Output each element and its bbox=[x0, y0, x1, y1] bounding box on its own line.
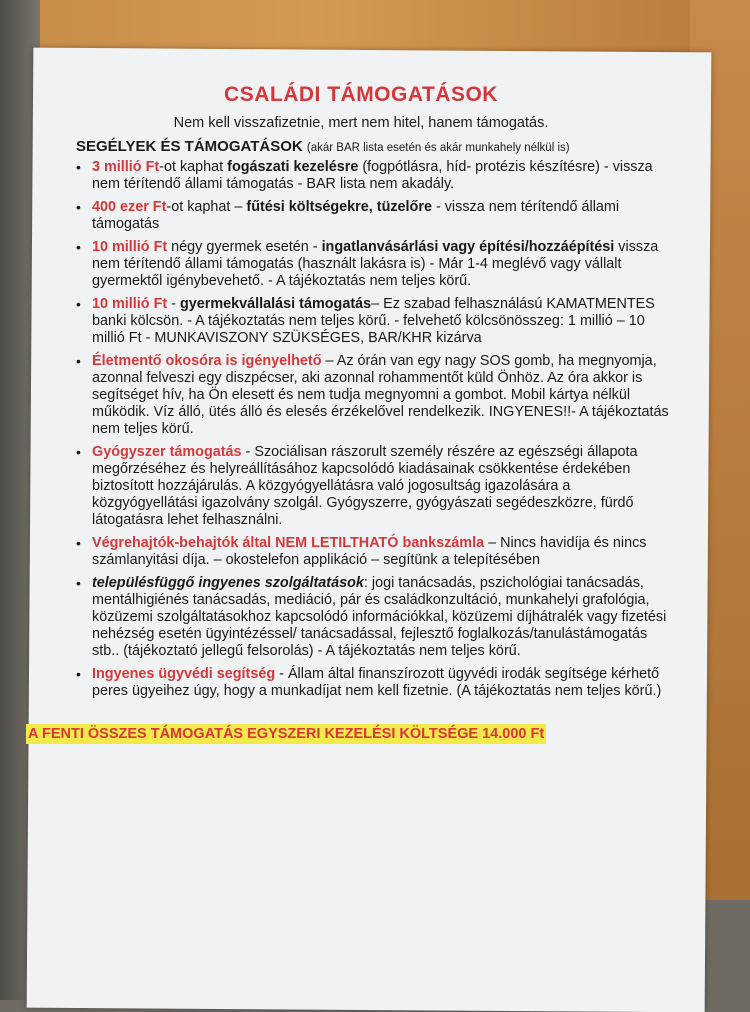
page-subtitle: Nem kell visszafizetnie, mert nem hitel, hanem támogatás. bbox=[173, 115, 549, 131]
item-text-2: vissza nem térítendő állami támogatás (használt lakásra is) - Már 1-4 meglévő vagy vállalt gyermektől igénybevehető. - A tájékoztatás nem teljes körű. bbox=[92, 239, 659, 289]
item-text-2: (fogpótlásra, híd- protézis készítésre) - vissza nem térítendő állami támogatás - BAR lista nem akadály. bbox=[92, 159, 653, 192]
flyer-content bbox=[28, 60, 676, 743]
list-item bbox=[76, 444, 676, 529]
bullet-icon: • bbox=[76, 575, 81, 591]
section-heading-note: (akár BAR lista esetén és akár munkahely nélkül is) bbox=[306, 142, 570, 154]
list-item bbox=[76, 159, 676, 193]
item-text-2: - vissza nem térítendő állami támogatás bbox=[92, 199, 620, 232]
item-highlight: Gyógyszer támogatás bbox=[92, 444, 242, 460]
list-item bbox=[76, 535, 676, 569]
list-item bbox=[76, 575, 676, 660]
item-highlight: Ingyenes ügyvédi segítség bbox=[92, 666, 276, 682]
bullet-icon: • bbox=[76, 535, 81, 551]
list-item bbox=[76, 353, 676, 438]
list-item bbox=[76, 296, 676, 347]
list-item bbox=[76, 666, 676, 700]
bullet-icon: • bbox=[76, 353, 81, 369]
bullet-icon: • bbox=[76, 296, 81, 312]
item-bold: fűtési költségekre, tüzelőre bbox=[246, 199, 432, 215]
item-text: -ot kaphat bbox=[159, 159, 228, 175]
item-bold: településfüggő ingyenes szolgáltatások bbox=[92, 575, 364, 591]
section-heading bbox=[76, 138, 676, 157]
item-bold: gyermekvállalási támogatás bbox=[179, 296, 372, 312]
bullet-icon: • bbox=[76, 666, 81, 682]
item-text: - bbox=[167, 296, 180, 312]
fee-notice-text: A FENTI ÖSSZES TÁMOGATÁS EGYSZERI KEZELÉSI KÖLTSÉGE 14.000 Ft bbox=[28, 726, 545, 742]
support-list bbox=[46, 159, 676, 700]
fee-notice bbox=[26, 726, 676, 743]
item-text: -ot kaphat – bbox=[166, 199, 247, 215]
item-text: - Állam által finanszírozott ügyvédi irodák segítsége kérhető peres ügyeihez úgy, hogy a munkadíjat nem kell fizetnie. (A tájékoztatás nem teljes körű.) bbox=[92, 666, 662, 699]
item-bold: fogászati kezelésre bbox=[227, 159, 359, 175]
list-item bbox=[76, 239, 676, 290]
section-heading-text: SEGÉLYEK ÉS TÁMOGATÁSOK bbox=[76, 138, 303, 155]
item-text: – Nincs havidíja és nincs számlanyitási díja. – okostelefon applikáció – segítünk a telepítésében bbox=[92, 535, 647, 568]
bullet-icon: • bbox=[76, 199, 81, 215]
item-highlight: 10 millió Ft bbox=[92, 296, 168, 312]
item-highlight: 10 millió Ft bbox=[92, 239, 168, 255]
item-text: – Az órán van egy nagy SOS gomb, ha megnyomja, azonnal felveszi egy diszpécser, aki azonnal rohammentőt küld Önhöz. Az óra akkor is segítséget hív, ha Ön elesett és nem tudja megnyomni a gombot. Mobil kártya nélkül működik. Víz álló, ütés álló és elesés érzékelővel rendelkezik. INGYENES!!- A tájékoztatás nem teljes körű. bbox=[92, 353, 669, 437]
list-item bbox=[76, 199, 676, 233]
page-title: CSALÁDI TÁMOGATÁSOK bbox=[224, 83, 498, 106]
item-text-2: : jogi tanácsadás, pszichológiai tanácsadás, mentálhigiénés tanácsadás, mediáció, pár és családkonzultáció, munkahelyi grafológia, közüzemi szolgáltatásokhoz kapcsolódó információkkal, közüzemi díjhátralék vagy fizetési nehézség esetén ügyintézéssel/ tanácsadással, fejlesztő foglalkozás/tanulástámogatás stb.. (tájékoztató jellegű felsorolás) - A tájékoztatás nem teljes körű. bbox=[92, 575, 667, 659]
item-bold: ingatlanvásárlási vagy építési/hozzáépítési bbox=[321, 239, 615, 255]
item-highlight: Életmentő okosóra is igényelhető bbox=[92, 353, 322, 369]
bullet-icon: • bbox=[76, 239, 81, 255]
item-highlight: 3 millió Ft bbox=[92, 159, 160, 175]
bullet-icon: • bbox=[76, 444, 81, 460]
item-highlight: 400 ezer Ft bbox=[92, 199, 167, 215]
item-text: - Szociálisan rászorult személy részére az egészségi állapota megőrzéséhez és helyreállításához kapcsolódó kiadásainak csökkentése érdekében biztosított hozzájárulás. A közgyógyellátásra való jogosultság igazolására a közgyógyellátási igazolvány szolgál. Gyógyszerre, gyógyászati segédeszközre, fürdő látogatásra lehet felhasználni. bbox=[92, 444, 638, 528]
item-text: négy gyermek esetén - bbox=[167, 239, 322, 255]
item-highlight: Végrehajtók-behajtók által NEM LETILTHATÓ bankszámla bbox=[92, 535, 485, 551]
item-text-2: – Ez szabad felhasználású KAMATMENTES banki kölcsön. - A tájékoztatás nem teljes körű. - felvehető kölcsönösszeg: 1 millió – 10 millió Ft - MUNKAVISZONY SZÜKSÉGES, BAR/KHR kizárva bbox=[92, 296, 655, 346]
bullet-icon: • bbox=[76, 159, 81, 175]
